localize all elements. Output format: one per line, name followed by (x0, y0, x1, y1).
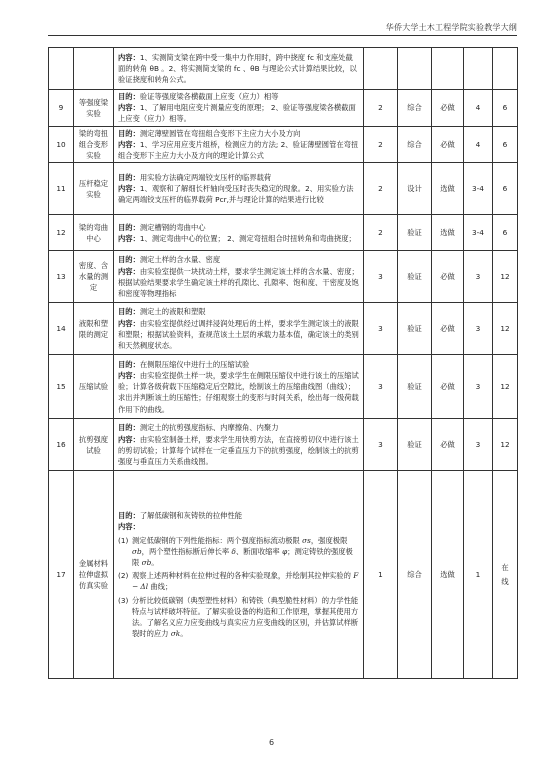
cell-req: 必做 (432, 90, 464, 127)
objective-text: 测定薄壁圆管在弯扭组合变形下主应力大小及方向 (139, 128, 301, 138)
table-row (49, 303, 518, 355)
cell-group: 3-4 (464, 215, 493, 251)
cell-type: 综合 (398, 90, 432, 127)
cell-hours: 3 (364, 251, 398, 303)
page-number: 6 (268, 738, 275, 747)
cell-count: 6 (493, 90, 518, 127)
experiment-name: 抗剪强度试验 (74, 419, 114, 471)
list-item-text: 分析比较低碳钢（典型塑性材料）和铸铁（典型脆性材料）的力学性能特点与试样破坏特征。了解实验设备的构造和工作原理，掌握其使用方法。了解名义应力应变曲线与真实应力应变曲线的区别，并估算试样断裂时的应力 (132, 595, 359, 639)
objective-label: 目的： (118, 255, 140, 265)
row-number: 17 (49, 471, 74, 679)
content-label: 内容： (118, 52, 140, 62)
objective-text: 了解低碳钢和灰铸铁的拉伸性能 (139, 511, 243, 521)
content-text: 1、学习应用应变片组桥，检测应力的方法; 2、验证薄壁圆管在弯扭组合变形下主应力大小及方向的理论计算公式 (118, 139, 359, 161)
content-line (118, 434, 359, 468)
math-symbol: F − Δl (132, 571, 359, 592)
content-line (118, 233, 359, 244)
table-row (49, 471, 518, 679)
cell-hours: 2 (364, 90, 398, 127)
objective-label: 目的： (118, 128, 140, 138)
cell-req: 选做 (432, 215, 464, 251)
objective-line (118, 172, 359, 183)
cell-hours (364, 48, 398, 90)
cell-group: 1 (464, 471, 493, 679)
cell-count: 6 (493, 215, 518, 251)
cell-count: 6 (493, 126, 518, 163)
content-label: 内容： (118, 434, 140, 444)
list-item-text: ，强度极限 (310, 535, 348, 545)
content-line (118, 183, 359, 205)
cell-hours: 2 (364, 126, 398, 163)
content-text: 由实验室提供一块扰动土样，要求学生测定该土样的含水量、密度；根据试验结果要求学生确定该土样的孔隙比、孔隙率、饱和度、干密度及饱和密度等物理指标 (118, 266, 359, 298)
cell-count: 12 (493, 355, 518, 419)
experiment-name: 梁的弯曲中心 (74, 215, 114, 251)
content-label: 内容： (118, 103, 140, 113)
table-row (49, 355, 518, 419)
content-text: 由实验室制备土样，要求学生用快剪方法，在直接剪切仪中进行该土的剪切试验；计算每个试样在一定垂直压力下的抗剪强度，绘制该土的抗剪强度与垂直压力关系曲线图。 (118, 434, 359, 466)
objective-line (118, 306, 359, 317)
cell-group: 4 (464, 90, 493, 127)
objective-line (118, 422, 359, 433)
list-item-text: ；测定铸铁的强度极限 (132, 546, 353, 567)
row-number (49, 48, 74, 90)
experiment-description (114, 215, 364, 251)
row-number: 10 (49, 126, 74, 163)
cell-req: 选做 (432, 163, 464, 215)
experiment-name: 液限和塑限的测定 (74, 303, 114, 355)
cell-group: 3 (464, 419, 493, 471)
list-item-number: (2) (118, 571, 129, 581)
objective-label: 目的： (118, 511, 140, 521)
content-label: 内容： (118, 522, 140, 532)
row-number: 11 (49, 163, 74, 215)
experiment-name: 等强度梁实验 (74, 90, 114, 127)
cell-type: 综合 (398, 471, 432, 679)
objective-line (118, 254, 359, 265)
list-item-number: (1) (118, 535, 129, 545)
experiment-description (114, 126, 364, 163)
objective-label: 目的： (118, 222, 140, 232)
experiment-name: 密度、含水量的测定 (74, 251, 114, 303)
content-text: 1、实测简支梁在跨中受一集中力作用时，跨中挠度 fc 和支座处截面的转角 θB 。2、将实测简支梁的 fc 、θB 与理论公式计算结果比较，以验证挠度和转角公式。 (118, 52, 357, 85)
cell-type: 验证 (398, 251, 432, 303)
cell-group: 3 (464, 355, 493, 419)
objective-line (118, 510, 359, 521)
experiment-description (114, 251, 364, 303)
content-text: 由实验室提供土样一块，要求学生在侧限压缩仪中进行该土的压缩试验；计算各级荷载下压缩稳定后空隙比，绘制该土的压缩曲线图（曲线）；求出并判断该土的压缩性；仔细观察土的变形与时间关系，绘出每一级荷载作用下的曲线。 (118, 370, 359, 414)
experiment-description (114, 471, 364, 679)
math-symbol: φ (282, 546, 288, 556)
cell-type (398, 48, 432, 90)
content-line (118, 266, 359, 300)
experiment-name: 压缩试验 (74, 355, 114, 419)
list-item-text: 、断面收缩率 (235, 546, 283, 556)
content-text: 1、观察和了解细长杆轴向受压时丧失稳定的现象。2、用实验方法确定两端铰支压杆的临界载荷 Pcr,并与理论计算的结果进行比较 (118, 184, 354, 205)
objective-line (118, 91, 359, 102)
experiment-table (48, 47, 518, 679)
experiment-description (114, 419, 364, 471)
math-symbol: δ (231, 546, 236, 556)
experiment-description (114, 303, 364, 355)
experiment-name: 压杆稳定实验 (74, 163, 114, 215)
cell-req: 必做 (432, 251, 464, 303)
cell-group: 4 (464, 126, 493, 163)
table-row (49, 48, 518, 90)
experiment-name: 梁的弯扭组合变形实验 (74, 126, 114, 163)
cell-req (432, 48, 464, 90)
cell-req: 必做 (432, 303, 464, 355)
cell-count: 12 (493, 303, 518, 355)
cell-type: 设计 (398, 163, 432, 215)
content-list (118, 535, 359, 640)
cell-req: 必做 (432, 419, 464, 471)
cell-hours: 3 (364, 419, 398, 471)
math-symbol: σs (302, 535, 311, 545)
list-item-text: 观察上述两种材料在拉伸过程的各种实验现象，并绘制其拉伸实验的 (132, 571, 354, 581)
header-rule (48, 35, 517, 36)
objective-text: 用实验方法确定两端铰支压杆的临界载荷 (139, 172, 272, 182)
experiment-description (114, 355, 364, 419)
math-symbol: σb (132, 546, 142, 556)
content-line (118, 318, 359, 352)
content-line (118, 521, 359, 532)
experiment-description (114, 163, 364, 215)
cell-group: 3 (464, 251, 493, 303)
cell-group (464, 48, 493, 90)
content-line (118, 370, 359, 415)
objective-label: 目的： (118, 359, 140, 369)
experiment-name: 金属材料拉伸虚拟仿真实验 (74, 471, 114, 679)
content-label: 内容： (118, 266, 140, 276)
cell-count: 在线 (493, 471, 518, 679)
table-row (49, 163, 518, 215)
content-text: 1、了解用电阻应变片测量应变的原理； 2、验证等强度梁各横截面上应变（应力）相等。 (118, 103, 356, 124)
row-number: 9 (49, 90, 74, 127)
cell-group: 3 (464, 303, 493, 355)
cell-hours: 2 (364, 215, 398, 251)
row-number: 12 (49, 215, 74, 251)
list-item (118, 570, 359, 592)
cell-req: 选做 (432, 471, 464, 679)
objective-label: 目的： (118, 92, 140, 101)
table-row (49, 90, 518, 127)
cell-count (493, 48, 518, 90)
math-symbol: σk (170, 629, 181, 639)
content-label: 内容： (118, 184, 140, 194)
objective-line (118, 359, 359, 370)
experiment-name (74, 48, 114, 90)
math-symbol: σb (141, 557, 152, 567)
cell-type: 验证 (398, 303, 432, 355)
cell-count: 6 (493, 163, 518, 215)
cell-count: 12 (493, 251, 518, 303)
experiment-description (114, 48, 364, 90)
cell-type: 综合 (398, 126, 432, 163)
content-label: 内容： (118, 139, 140, 149)
cell-type: 验证 (398, 419, 432, 471)
cell-hours: 1 (364, 471, 398, 679)
page-header: 华侨大学土木工程学院实验教学大纲 (385, 23, 517, 32)
objective-text: 测定土的抗剪强度指标、内摩擦角、内聚力 (139, 423, 279, 433)
objective-line (118, 128, 359, 139)
objective-label: 目的： (118, 307, 140, 317)
content-text: 由实验室提供经过调拌浸润处理后的土样，要求学生测定该土的液限和塑限；根据试验资料，查规范该土土层的承载力基本值，确定该土的类别和天然稠度状态。 (118, 318, 359, 350)
cell-req: 必做 (432, 126, 464, 163)
list-item-text: 。 (180, 629, 188, 639)
list-item-text: ，两个塑性指标断后伸长率 (141, 546, 232, 556)
cell-type: 验证 (398, 355, 432, 419)
row-number: 14 (49, 303, 74, 355)
list-item (118, 535, 359, 569)
objective-text: 在侧限压缩仪中进行土的压缩试验 (139, 359, 250, 369)
content-label: 内容： (118, 370, 140, 380)
cell-hours: 2 (364, 163, 398, 215)
table-row (49, 251, 518, 303)
objective-label: 目的： (118, 172, 140, 182)
row-number: 15 (49, 355, 74, 419)
cell-hours: 3 (364, 303, 398, 355)
list-item-text: 曲线； (148, 582, 173, 592)
cell-count: 12 (493, 419, 518, 471)
content-line (118, 52, 359, 86)
cell-req: 必做 (432, 355, 464, 419)
content-line (118, 139, 359, 161)
objective-text: 测定槽钢的弯曲中心 (139, 222, 206, 232)
list-item-number: (3) (118, 595, 129, 605)
cell-group: 3-4 (464, 163, 493, 215)
cell-hours: 3 (364, 355, 398, 419)
row-number: 16 (49, 419, 74, 471)
row-number: 13 (49, 251, 74, 303)
list-item-text: 测定低碳钢的下列性能指标：两个强度指标流动极限 (132, 535, 303, 545)
objective-label: 目的： (118, 423, 140, 433)
table-row (49, 126, 518, 163)
table-row (49, 215, 518, 251)
content-label: 内容： (118, 233, 140, 243)
content-text: 1、测定弯曲中心的位置； 2、测定弯扭组合时扭转角和弯曲挠度； (139, 233, 356, 243)
list-item-text: 。 (151, 557, 159, 567)
objective-text: 测定土的液限和塑限 (139, 307, 206, 317)
objective-text: 验证等强度梁各横截面上应变（应力）相等 (139, 92, 279, 101)
cell-type: 验证 (398, 215, 432, 251)
experiment-description (114, 90, 364, 127)
list-item (118, 595, 359, 640)
table-row (49, 419, 518, 471)
content-line (118, 102, 359, 124)
content-label: 内容： (118, 318, 140, 328)
objective-line (118, 222, 359, 233)
objective-text: 测定土样的含水量、密度 (139, 255, 221, 265)
